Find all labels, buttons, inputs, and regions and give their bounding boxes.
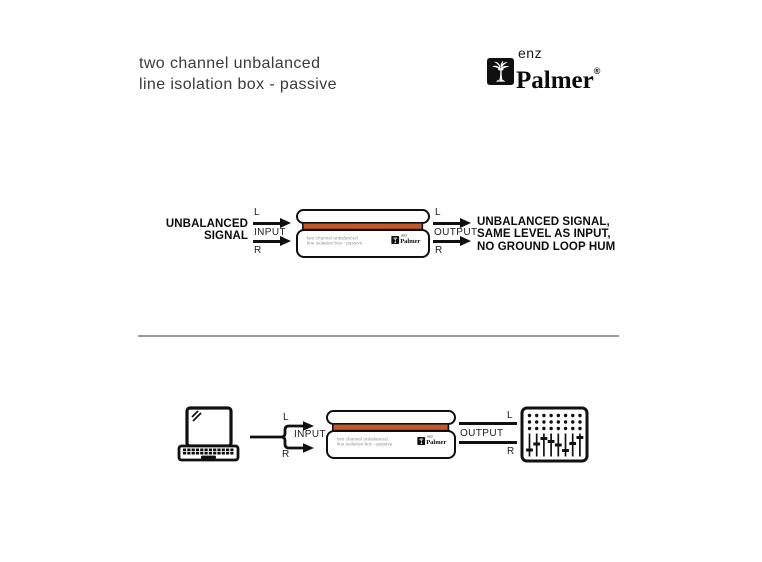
output-left-channel-label: L: [435, 207, 441, 218]
output-line-right-channel: [459, 441, 517, 444]
device-base: [296, 229, 430, 258]
output-label: OUTPUT: [434, 227, 478, 238]
output-arrow-right-channel: [433, 240, 460, 243]
brand-enz: enz: [518, 45, 543, 61]
output-left-channel-label: L: [507, 410, 513, 421]
device-label-line1: two channel unbalanced: [337, 436, 388, 442]
brand-name: [516, 59, 600, 93]
palm-tree-icon: [487, 58, 514, 85]
result-line3: NO GROUND LOOP HUM: [477, 240, 616, 253]
input-right-channel-label: R: [254, 245, 262, 256]
device-label-line2: line isolation box - passive: [337, 441, 393, 447]
source-signal-line1: UNBALANCED: [165, 218, 248, 230]
input-left-channel-label: L: [283, 412, 289, 423]
device-brand-name: Palmer: [425, 438, 446, 446]
isolation-box-device: [296, 209, 430, 258]
page-title-line2: line isolation box - passive: [139, 76, 337, 93]
input-arrow-right-channel: [253, 240, 280, 243]
source-signal-line2: SIGNAL: [203, 230, 248, 243]
brand-name-text: Palmer: [516, 67, 594, 94]
output-label: OUTPUT: [460, 428, 504, 439]
output-right-channel-label: R: [507, 446, 515, 457]
result-line1: UNBALANCED SIGNAL,: [477, 216, 610, 228]
device-orange-stripe: [332, 423, 450, 432]
device-label-line1: two channel unbalanced: [307, 235, 358, 241]
palm-tree-icon: [391, 236, 399, 244]
brand-logo: [487, 45, 627, 94]
input-label: INPUT: [254, 227, 286, 238]
mixer-icon: [520, 406, 589, 463]
source-signal-label: [120, 218, 248, 243]
output-arrow-left-channel: [433, 222, 460, 225]
device-brand-logo: [391, 234, 420, 244]
device-orange-stripe: [302, 222, 424, 231]
input-arrow-left-channel: [253, 222, 280, 225]
page-title-line1: two channel unbalanced: [139, 55, 321, 72]
device-label: [307, 236, 402, 246]
isolation-box-device: [326, 410, 456, 459]
divider-line: [138, 335, 619, 337]
result-line2: SAME LEVEL AS INPUT,: [477, 228, 611, 241]
device-brand-enz: enz: [400, 234, 407, 238]
page-title: [139, 53, 337, 95]
output-line-left-channel: [459, 422, 517, 425]
input-label: INPUT: [294, 429, 326, 440]
device-brand-name: Palmer: [399, 237, 420, 245]
device-label-line2: line isolation box - passive: [307, 240, 363, 246]
registered-mark: ®: [593, 66, 601, 76]
output-right-channel-label: R: [435, 245, 443, 256]
device-brand-logo: [417, 435, 446, 445]
input-right-channel-label: R: [282, 449, 290, 460]
result-signal-label: [477, 216, 615, 253]
input-left-channel-label: L: [254, 207, 260, 218]
laptop-icon: [177, 406, 240, 463]
device-base: [326, 430, 456, 459]
device-brand-enz: enz: [426, 435, 433, 439]
palm-tree-icon: [417, 437, 425, 445]
